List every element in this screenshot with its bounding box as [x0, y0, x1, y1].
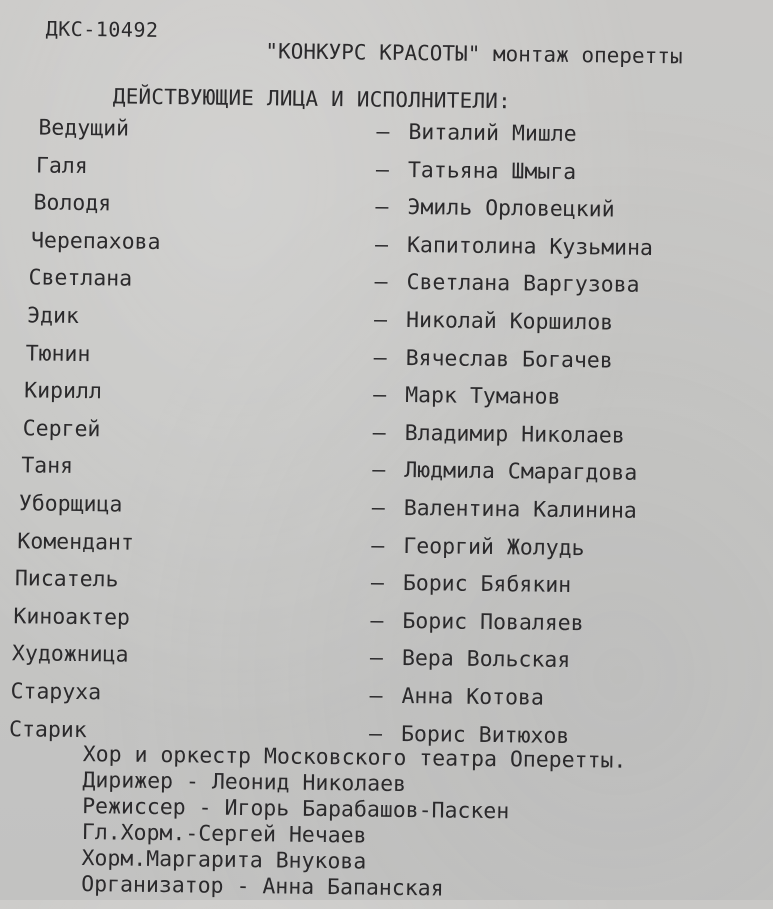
- cast-performer: Татьяна Шмыга: [407, 157, 577, 185]
- cast-performer: Николай Коршилов: [405, 307, 614, 336]
- credit-line: Дирижер - Леонид Николаев: [82, 768, 407, 798]
- cast-dash: –: [369, 645, 384, 672]
- cast-performer: Эмиль Орловецкий: [407, 195, 615, 223]
- cast-performer: Вячеслав Богачев: [405, 345, 613, 374]
- cast-dash: –: [369, 683, 383, 709]
- cast-dash: –: [371, 495, 385, 521]
- credits-block: [81, 742, 627, 905]
- cast-role: Писатель: [14, 566, 119, 593]
- cast-dash: –: [373, 345, 387, 371]
- cast-performer: Борис Витюхов: [400, 721, 570, 749]
- cast-performer: Борис Бябякин: [402, 571, 572, 599]
- cast-dash: –: [373, 307, 388, 333]
- cast-role: Художница: [11, 641, 129, 668]
- credit-line: Режиссер - Игорь Барабашов-Паскен: [81, 794, 510, 825]
- cast-dash: –: [372, 457, 386, 484]
- cast-performer: Людмила Смарагдова: [404, 458, 638, 487]
- cast-dash: –: [372, 420, 386, 446]
- credit-line: Организатор - Анна Бапанская: [81, 872, 444, 902]
- cast-performer: Владимир Николаев: [404, 420, 625, 449]
- cast-role: Уборщица: [18, 491, 123, 518]
- catalog-number: ДКС-10492: [45, 16, 159, 42]
- cast-dash: –: [374, 269, 388, 296]
- cast-performer: Марк Туманов: [405, 383, 561, 411]
- cast-performer: Светлана Варгузова: [406, 270, 640, 299]
- cast-dash: –: [373, 382, 387, 408]
- cast-dash: –: [376, 119, 390, 145]
- cast-role: Галя: [35, 153, 88, 179]
- cast-performer: Валентина Калинина: [403, 495, 637, 524]
- cast-role: Таня: [21, 453, 74, 480]
- cast-performer: Вера Вольская: [401, 646, 571, 674]
- credit-line: Хорм.Маргарита Внукова: [81, 846, 367, 875]
- cast-list: [0, 113, 772, 761]
- cast-heading: ДЕЙСТВУЮЩИЕ ЛИЦА И ИСПОЛНИТЕЛИ:: [112, 84, 512, 114]
- cast-performer: Капитолина Кузьмина: [406, 232, 654, 261]
- cast-role: Черепахова: [30, 228, 161, 255]
- cast-dash: –: [375, 157, 390, 183]
- credit-line: Хор и оркестр Московского театра Оперетты.: [82, 742, 627, 774]
- document-title: "КОНКУРС КРАСОТЫ" монтаж оперетты: [265, 39, 683, 69]
- cast-role: Старик: [8, 716, 87, 743]
- cast-dash: –: [374, 232, 389, 258]
- cast-role: Эдик: [26, 303, 80, 329]
- cast-role: Сергей: [22, 416, 101, 443]
- cast-dash: –: [370, 570, 385, 596]
- cast-role: Комендант: [17, 528, 135, 556]
- cast-role: Тюнин: [25, 340, 91, 367]
- cast-role: Старуха: [10, 679, 102, 706]
- cast-performer: Георгий Жолудь: [403, 533, 585, 561]
- cast-dash: –: [371, 533, 385, 559]
- cast-performer: Анна Котова: [401, 683, 545, 711]
- cast-role: Киноактер: [13, 603, 131, 631]
- credit-line: Гл.Хорм.-Сергей Нечаев: [81, 820, 367, 849]
- cast-dash: –: [368, 721, 383, 747]
- cast-role: Ведущий: [38, 115, 130, 142]
- cast-role: Кирилл: [24, 378, 103, 405]
- cast-role: Володя: [33, 190, 112, 217]
- cast-performer: Виталий Мишле: [408, 120, 577, 148]
- cast-dash: –: [370, 608, 384, 634]
- cast-performer: Борис Поваляев: [402, 608, 584, 636]
- cast-role: Светлана: [28, 265, 133, 293]
- cast-dash: –: [375, 194, 389, 220]
